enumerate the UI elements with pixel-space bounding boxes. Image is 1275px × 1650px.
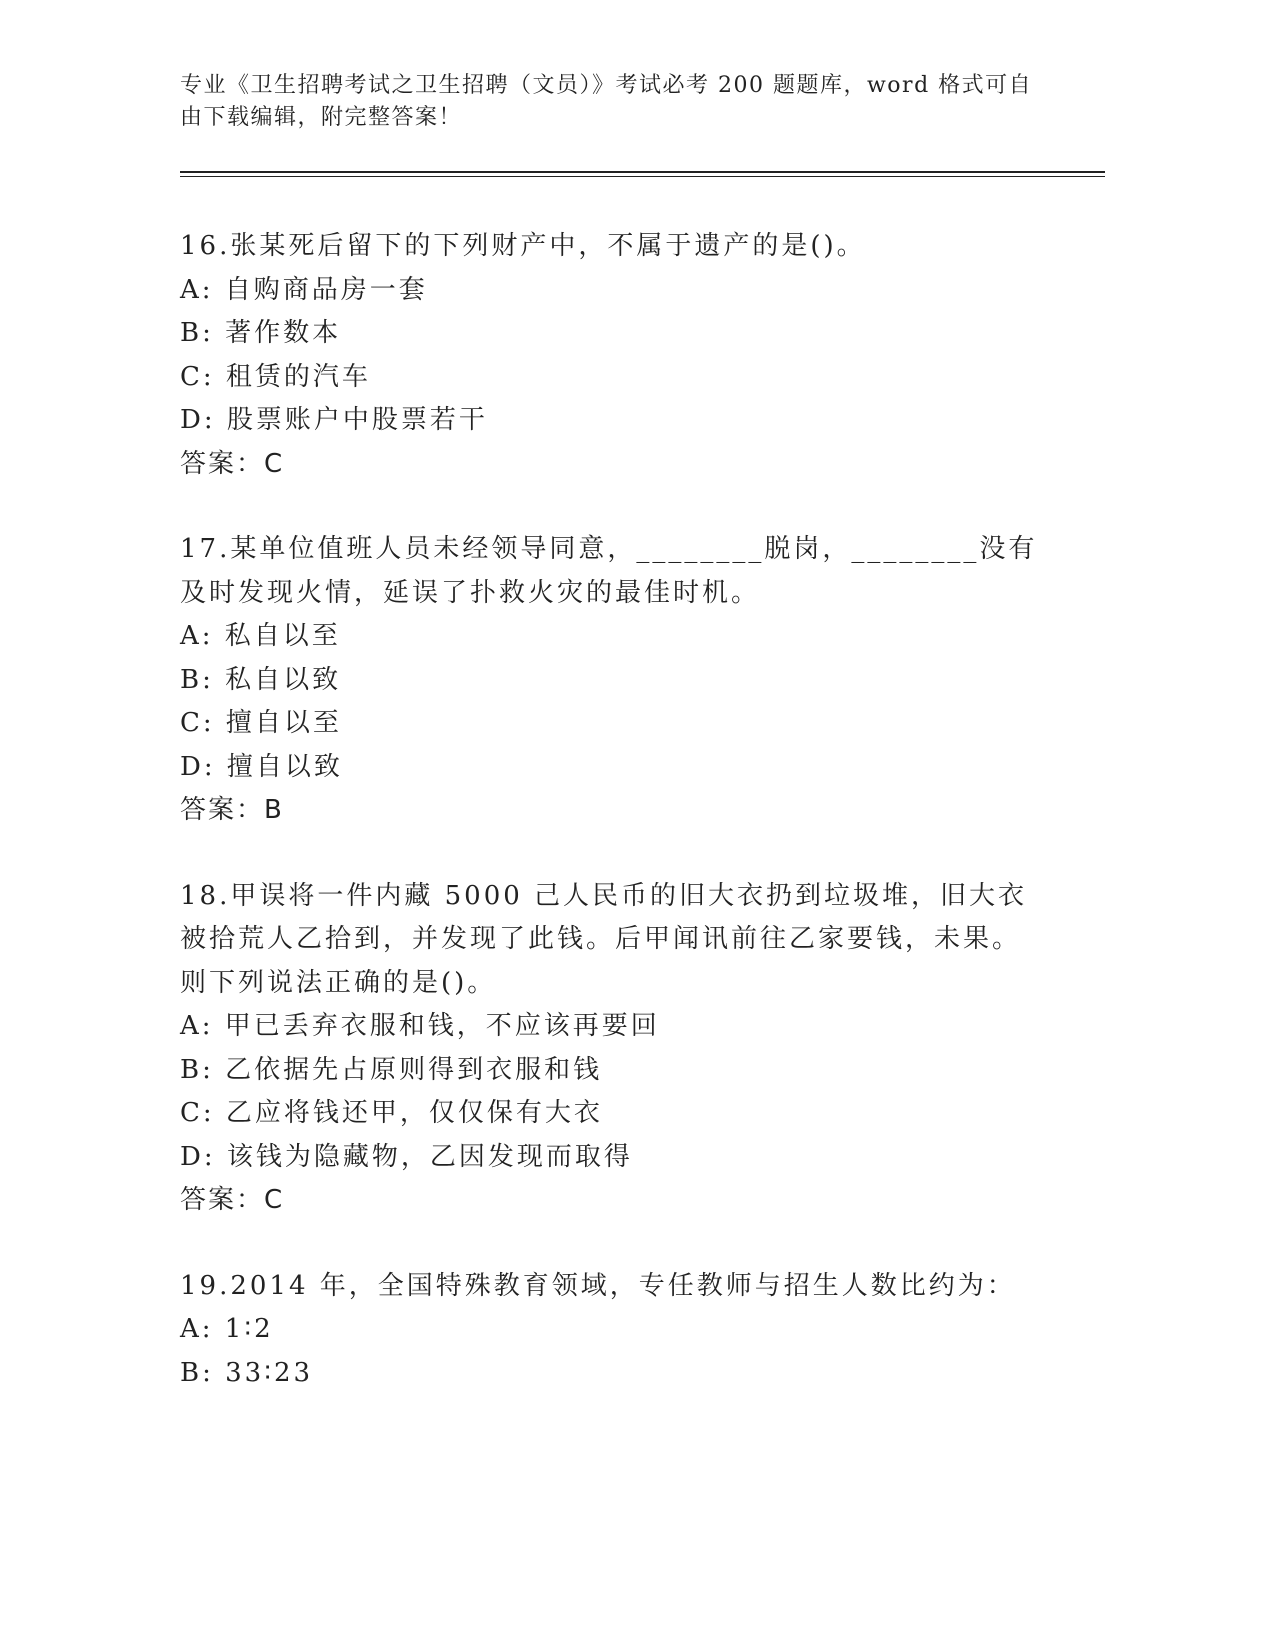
answer: 答案：C xyxy=(180,1185,285,1215)
question-stem: 18.甲误将一件内藏 5000 己人民币的旧大衣扔到垃圾堆，旧大衣被拾荒人乙拾到，并发现了此钱。后甲闻讯前往乙家要钱，未果。则下列说法正确的是()。 xyxy=(180,880,1028,998)
question-stem: 16.张某死后留下的下列财产中，不属于遗产的是()。 xyxy=(180,231,866,261)
answer: 答案：C xyxy=(180,448,285,479)
question-16 xyxy=(180,225,1040,486)
option-a: A: 1∶2 xyxy=(180,1314,274,1344)
option-d: D: 擅自以致 xyxy=(180,751,343,782)
question-list xyxy=(180,225,1040,1437)
question-stem: 17.某单位值班人员未经领导同意，________脱岗，________没有及时发现火情，延误了扑救火灾的最佳时机。 xyxy=(180,534,1038,608)
option-d: D: 该钱为隐藏物，乙因发现而取得 xyxy=(180,1141,633,1172)
question-17 xyxy=(180,528,1040,833)
option-c: C: 擅自以至 xyxy=(180,708,342,738)
option-b: B: 33∶23 xyxy=(180,1357,314,1388)
answer: 答案：B xyxy=(180,795,284,825)
option-b: B: 著作数本 xyxy=(180,318,342,348)
option-a: A: 甲已丢弃衣服和钱，不应该再要回 xyxy=(180,1011,660,1041)
option-c: C: 租赁的汽车 xyxy=(180,361,371,392)
option-b: B: 私自以致 xyxy=(180,664,342,695)
header-rule-thick xyxy=(180,171,1105,173)
question-19 xyxy=(180,1265,1040,1396)
document-header xyxy=(180,70,1040,134)
option-a: A: 自购商品房一套 xyxy=(180,274,428,305)
question-18 xyxy=(180,875,1040,1223)
question-stem: 19.2014 年，全国特殊教育领域，专任教师与招生人数比约为： xyxy=(180,1270,1016,1301)
option-d: D: 股票账户中股票若干 xyxy=(180,405,488,435)
option-c: C: 乙应将钱还甲，仅仅保有大衣 xyxy=(180,1098,603,1128)
option-b: B: 乙依据先占原则得到衣服和钱 xyxy=(180,1054,603,1085)
header-rule-thin xyxy=(180,176,1105,177)
header-title: 专业《卫生招聘考试之卫生招聘（文员）》考试必考 200 题题库，word 格式可自由下载编辑，附完整答案！ xyxy=(180,73,1033,130)
option-a: A: 私自以至 xyxy=(180,621,341,651)
